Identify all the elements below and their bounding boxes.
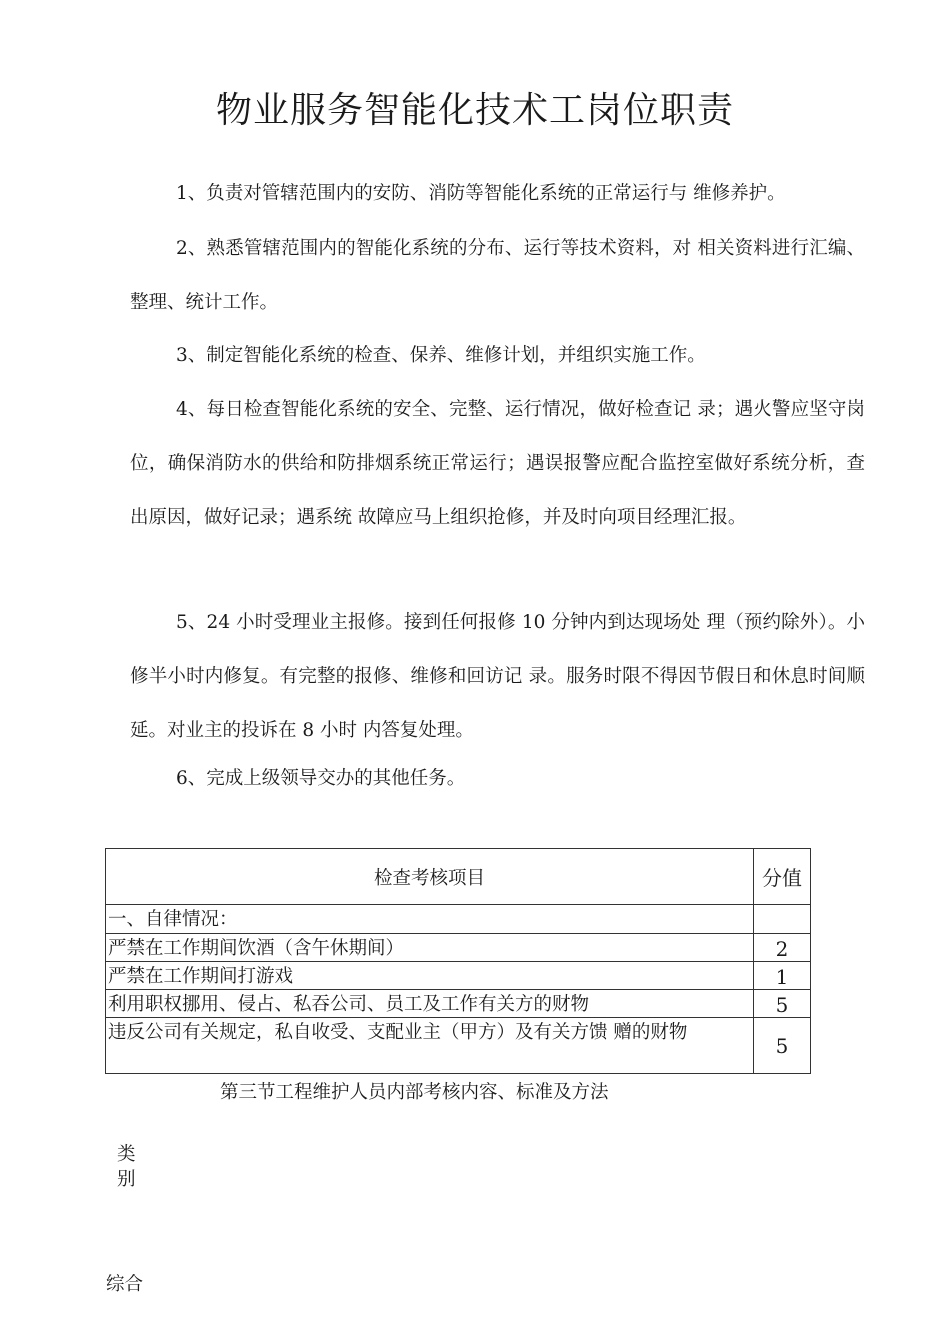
row-score bbox=[754, 905, 811, 934]
row-score: 5 bbox=[754, 990, 811, 1018]
duty-item-4: 4、每日检查智能化系统的安全、完整、运行情况，做好检查记 录；遇火警应坚守岗位，确保消防水的供给和防排烟系统正常运行；遇误报警应配合监控室做好系统分析，查出原因，做好记录；遇系统 故障应马上组织抢修，并及时向项目经理汇报。 bbox=[130, 399, 865, 528]
row-score: 5 bbox=[754, 1018, 811, 1074]
row-score: 2 bbox=[754, 934, 811, 962]
row-item: 严禁在工作期间打游戏 bbox=[106, 962, 754, 990]
duty-item-1: 1、负责对管辖范围内的安防、消防等智能化系统的正常运行与 维修养护。 bbox=[176, 183, 786, 204]
header-score: 分值 bbox=[754, 849, 811, 905]
row-item: 违反公司有关规定，私自收受、支配业主（甲方）及有关方馈 赠的财物 bbox=[106, 1018, 754, 1074]
table-row bbox=[106, 1018, 811, 1074]
header-item: 检查考核项目 bbox=[106, 849, 754, 905]
category-label: 类别 bbox=[117, 1144, 136, 1190]
row-item: 一、自律情况： bbox=[106, 905, 754, 934]
table-row bbox=[106, 905, 811, 934]
section-caption: 第三节工程维护人员内部考核内容、标准及方法 bbox=[220, 1082, 609, 1103]
page-title: 物业服务智能化技术工岗位职责 bbox=[215, 90, 734, 131]
duty-item-2: 2、熟悉管辖范围内的智能化系统的分布、运行等技术资料，对 相关资料进行汇编、整理、统计工作。 bbox=[130, 238, 865, 313]
duty-item-6: 6、完成上级领导交办的其他任务。 bbox=[176, 768, 466, 789]
row-item: 严禁在工作期间饮酒（含午休期间） bbox=[106, 934, 754, 962]
assessment-table bbox=[105, 848, 811, 1074]
table-row bbox=[106, 990, 811, 1018]
table-row bbox=[106, 934, 811, 962]
row-item: 利用职权挪用、侵占、私吞公司、员工及工作有关方的财物 bbox=[106, 990, 754, 1018]
duty-item-5: 5、24 小时受理业主报修。接到任何报修 10 分钟内到达现场处 理（预约除外）。小修半小时内修复。有完整的报修、维修和回访记 录。服务时限不得因节假日和休息时间顺延。对业主的投诉在 8 小时 内答复处理。 bbox=[130, 612, 865, 741]
table-header-row bbox=[106, 849, 811, 905]
duty-item-3: 3、制定智能化系统的检查、保养、维修计划，并组织实施工作。 bbox=[176, 345, 706, 366]
category-comprehensive-label: 综合 bbox=[106, 1274, 144, 1295]
row-score: 1 bbox=[754, 962, 811, 990]
table-row bbox=[106, 962, 811, 990]
